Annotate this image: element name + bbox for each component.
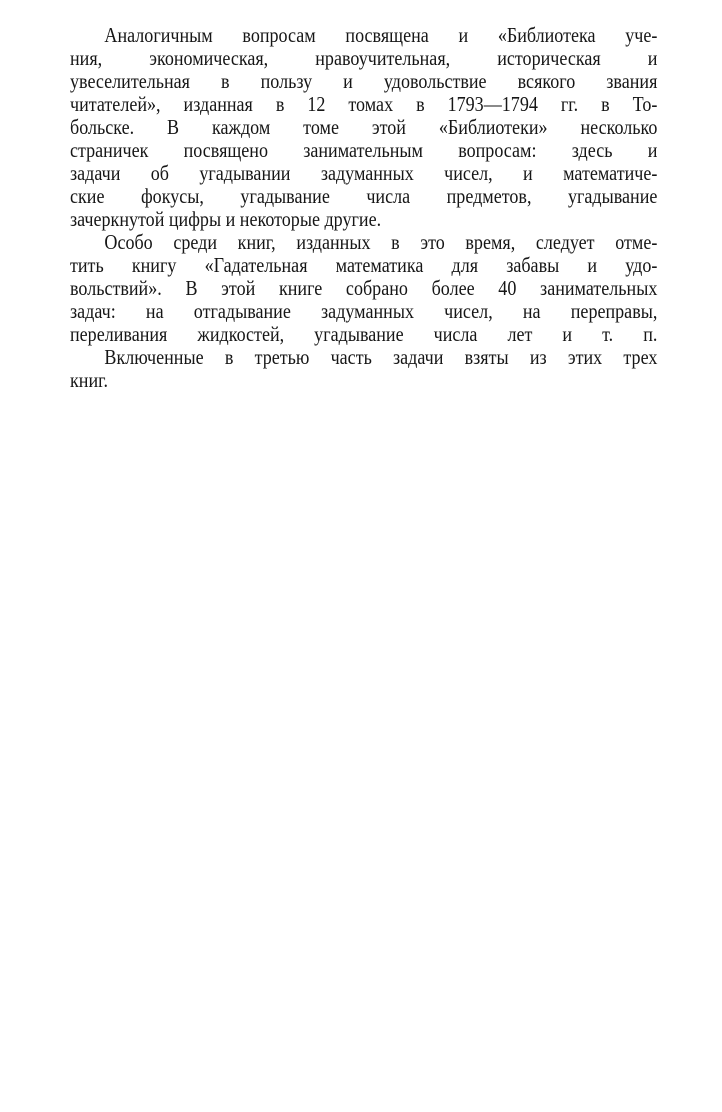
text-line: тить книгу «Гадательная математика для забавы и удо- [70,253,658,277]
text-line: Особо среди книг, изданных в это время, следует отме- [104,230,658,254]
text-line: задачи об угадывании задуманных чисел, и математиче- [70,161,658,185]
text-line: читателей», изданная в 12 томах в 1793—1794 гг. в То- [70,92,658,116]
text-line: ния, экономическая, нравоучительная, историческая и [70,46,658,70]
text-line: увеселительная в пользу и удовольствие всякого звания [70,69,658,93]
text-line: больске. В каждом томе этой «Библиотеки» несколько [70,115,658,139]
text-line: книг. [70,368,109,392]
paragraph-3 [70,346,658,392]
paragraph-1 [70,24,658,231]
text-line: Аналогичным вопросам посвящена и «Библиотека уче- [104,23,658,47]
text-line: вольствий». В этой книге собрано более 40 занимательных [70,276,658,300]
text-line: страничек посвящено занимательным вопросам: здесь и [70,138,658,162]
text-line: задач: на отгадывание задуманных чисел, на переправы, [70,299,658,323]
text-line: ские фокусы, угадывание числа предметов, угадывание [70,184,658,208]
paragraph-2 [70,231,658,346]
text-line: Включенные в третью часть задачи взяты из этих трех [104,345,658,369]
text-line: зачеркнутой цифры и некоторые другие. [70,207,382,231]
page-text [70,24,658,392]
text-line: переливания жидкостей, угадывание числа лет и т. п. [70,322,658,346]
